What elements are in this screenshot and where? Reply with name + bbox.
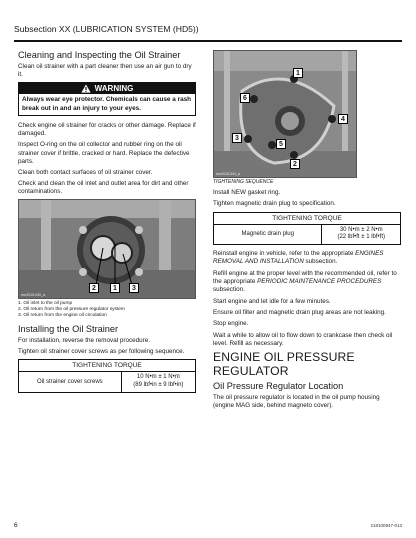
torque-value-imperial: (89 lbf•in ± 9 lbf•in) [133, 382, 184, 389]
callout-2: 2 [290, 159, 300, 169]
reference-link[interactable]: PERIODIC MAINTENANCE PROCEDURES [257, 278, 382, 286]
tightening-sequence-photo [213, 50, 357, 178]
callout-5: 5 [276, 139, 286, 149]
legend-item: 1. Oil inlet to the oil pump [18, 301, 73, 307]
oil-strainer-illustration [19, 200, 196, 299]
warning-text: Always wear eye protector. Chemicals can cause a rash break out in and an injury to your eyes. [22, 96, 192, 112]
subsection-title: Subsection XX (LUBRICATION SYSTEM (HD5)) [14, 24, 199, 34]
torque-value-metric: 10 N•m ± 1 N•m [136, 374, 180, 381]
callout-1: 1 [110, 283, 120, 293]
right-column [213, 50, 401, 413]
legend-item: 2. Oil return from the oil pressure regulator system [18, 307, 125, 313]
callout-6: 6 [240, 93, 250, 103]
paragraph: Stop engine. [213, 320, 249, 328]
figure-id: rmr2015-040_a [21, 293, 45, 298]
page-number: 6 [14, 522, 18, 529]
torque-table-header: TIGHTENING TORQUE [19, 360, 196, 372]
torque-table-header: TIGHTENING TORQUE [214, 212, 401, 224]
oil-strainer-photo [18, 199, 196, 299]
warning-label: WARNING [94, 84, 134, 94]
paragraph: Ensure oil filter and magnetic drain plug areas are not leaking. [213, 308, 386, 316]
tightening-sequence-illustration [214, 51, 357, 178]
install-section-title: Installing the Oil Strainer [18, 324, 119, 335]
document-code: 218100947-013 [370, 523, 402, 528]
figure-caption: TIGHTENING SEQUENCE [213, 179, 274, 185]
callout-3: 3 [129, 283, 139, 293]
figure-id: rmr2015-041_a [216, 172, 240, 176]
paragraph: Wait a while to allow oil to flow down to crankcase then check oil level. Refill as necessary. [213, 331, 393, 347]
reference-link[interactable]: ENGINES REMOVAL AND INSTALLATION [213, 250, 384, 266]
paragraph: Tighten oil strainer cover screws as per following sequence. [18, 348, 185, 356]
figure-legend [18, 301, 196, 319]
paragraph: Clean both contact surfaces of oil strainer cover. [18, 169, 153, 177]
paragraph: The oil pressure regulator is located in the oil pump housing (engine MAG side, behind magneto cover). [213, 393, 380, 409]
regulator-section-title: ENGINE OIL PRESSURE REGULATOR [213, 350, 355, 378]
torque-value-metric: 30 N•m ± 2 N•m [339, 226, 383, 233]
paragraph: Tighten magnetic drain plug to specification. [213, 200, 336, 208]
torque-value [121, 372, 195, 393]
text: subsection. [213, 286, 245, 294]
callout-1: 1 [293, 68, 303, 78]
header-divider [14, 40, 402, 42]
paragraph: Clean oil strainer with a part cleaner then use an air gun to dry it. [18, 62, 192, 78]
callout-2: 2 [89, 283, 99, 293]
torque-table-strainer [18, 359, 196, 393]
left-column [18, 50, 196, 398]
paragraph [213, 270, 401, 295]
paragraph: Install NEW gasket ring. [213, 189, 281, 196]
callout-3: 3 [232, 133, 242, 143]
paragraph: For installation, reverse the removal procedure. [18, 336, 150, 344]
torque-value-imperial: (22 lbf•ft ± 1 lbf•ft) [337, 234, 385, 241]
paragraph: Start engine and let idle for a few minutes. [213, 297, 331, 305]
cleaning-section-title: Cleaning and Inspecting the Oil Strainer [18, 50, 181, 60]
paragraph: Inspect O-ring on the oil collector and rubber ring on the oil strainer cover if brittle, cracked or hard. Replace the defective parts. [18, 141, 190, 166]
warning-header [19, 83, 195, 94]
torque-item-label: Oil strainer cover screws [19, 372, 122, 393]
callout-4: 4 [338, 114, 348, 124]
regulator-location-title: Oil Pressure Regulator Location [213, 381, 344, 391]
text: subsection. [303, 258, 338, 266]
torque-table-drain-plug [213, 212, 401, 246]
warning-icon [81, 84, 91, 93]
torque-item-label: Magnetic drain plug [214, 224, 322, 245]
paragraph: Check and clean the oil inlet and outlet area for dirt and other contaminations. [18, 179, 189, 195]
text: Reinstall engine in vehicle, refer to the appropriate [213, 250, 356, 258]
text: Refill engine at the proper level with the recommended oil, refer to the appropriate [213, 269, 397, 286]
warning-box [18, 82, 196, 116]
torque-value [322, 224, 401, 245]
paragraph: Check engine oil strainer for cracks or other damage. Replace if damaged. [18, 121, 196, 138]
legend-item: 3. Oil return from the engine oil circulation [18, 313, 107, 319]
paragraph [213, 250, 401, 267]
